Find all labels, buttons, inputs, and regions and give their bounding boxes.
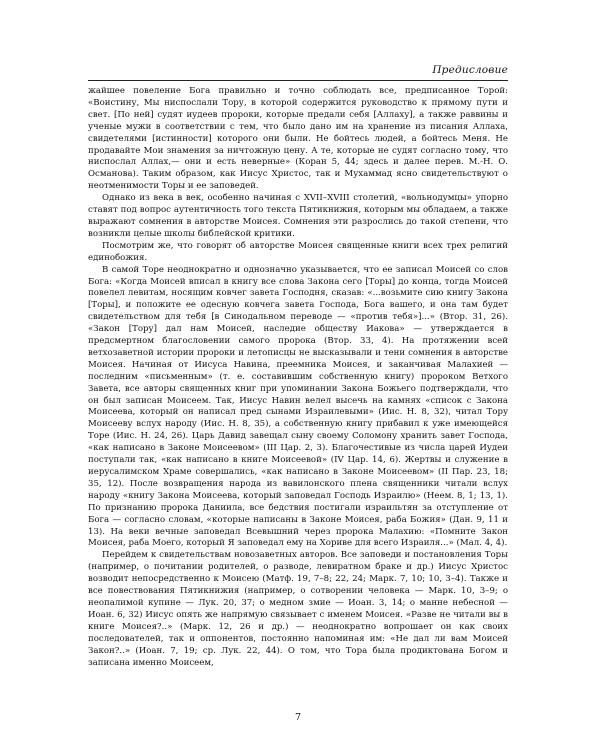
paragraph: В самой Торе неоднократно и однозначно указывается, что ее записал Моисей со слов Бога: «Когда Моисей вписал в книгу все слова Закона сего [Торы] до конца, тогда Моисей повелел левитам, носящим ковчег завета Господня, сказав: «...возьмите сию книгу Закона [Торы], и положите ее одесную ковчега завета Господа, Бога вашего, и она там будет свидетельством для тебя [в Синодальном переводе — «против тебя»]...» (Втор. 31, 26). «Закон [Тору] дал нам Моисей, наследие обществу Иакова» — утверждается в предсмертном благословении самого пророка (Втор. 33, 4). На протяжении всей ветхозаветной истории пророки и летописцы не высказывали и тени сомнения в авторстве Моисея. Начиная от Иисуса Навина, преемника Моисея, и заканчивая Малахией — последним «письменным» (т. е. составившим собственную книгу) пророком Ветхого Завета, все авторы священных книг при упоминании Закона Божьего подтверждали, что он был записан Моисеем. Так, Иисус Навин велел высечь на камнях «список с Закона Моисеева, который он написал пред сынами Израилевыми» (Иис. Н. 8, 32), читал Тору Моисееву вслух народу (Иис. Н. 8, 35), а собственную книгу прибавил к уже имеющейся Торе (Иис. Н. 24, 26). Царь Давид завещал сыну своему Соломону хранить завет Господа, «как написано в Законе Моисеевом» (III Цар. 2, 3). Благочестивые из числа царей Иудеи поступали так, «как написано в книге Моисеевой» (IV Цар. 14, 6). Жертвы и служение в иерусалимском Храме совершались, «как написано в Законе Моисеевом» (II Пар. 23, 18; 35, 12). После возвращения народа из вавилонского плена священники читали вслух народу «книгу Закона Моисеева, который заповедал Господь Израилю» (Неем. 8, 1; 13, 1). По признанию пророка Даниила, все бедствия постигали израильтян за отступление от Бога — согласно словам, «которые написаны в Законе Моисея, раба Божия» (Дан. 9, 11 и 13). На веки вечные заповедал Всевышний через пророка Малахию: «Помните Закон Моисея, раба Моего, который Я заповедал ему на Хориве для всего Израиля...» (Мал. 4, 4). — [88, 264, 508, 549]
header-rule — [88, 80, 508, 81]
body-text — [88, 86, 508, 669]
paragraph: Перейдем к свидетельствам новозаветных авторов. Все заповеди и постановления Торы (например, о почитании родителей, о разводе, левиратном браке и др.) Иисус Христос возводит непосредственно к Моисею (Матф. 19, 7–8; 22, 24; Марк. 7, 10; 10, 3–4). Также и все повествования Пятикнижия (например, о сотворении человека — Марк. 10, 3–9; о неопалимой купине — Лук. 20, 37; о медном змие — Иоан. 3, 14; о манне небесной — Иоан. 6, 32) Иисус опять же напрямую связывает с именем Моисея. «Разве не читали вы в книге Моисея?..» (Марк. 12, 26 и др.) — неоднократно вопрошает он как своих последователей, так и оппонентов, постоянно напоминая им: «Не дал ли вам Моисей Закон?..» (Иоан. 7, 19; ср. Лук. 22, 44). О том, что Тора была продиктована Богом и записана именно Моисеем, — [88, 550, 508, 668]
page-number: 7 — [294, 712, 302, 723]
running-head: Предисловие — [432, 64, 508, 76]
paragraph-continued: жайшее повеление Бога правильно и точно соблюдать все, предписанное Торой: «Воистину, Мы ниспослали Тору, в которой содержится руководство к прямому пути и свет. [По ней] судят иудеев пророки, которые предали себя [Аллаху], а также раввины и ученые мужи в соответствии с тем, что было дано им на хранение из писания Аллаха, свидетелями [истинности] которого они были. Не бойтесь людей, а бойтесь Меня. Не продавайте Мои знамения за ничтожную цену. А те, которые не судят согласно тому, что ниспослал Аллах,— они и есть неверные» (Коран 5, 44; здесь и далее перев. М.-Н. О. Османова). Таким образом, как Иисус Христос, так и Мухаммад ясно свидетельствуют о неотменимости Торы и ее заповедей. — [88, 86, 508, 192]
paragraph: Посмотрим же, что говорят об авторстве Моисея священные книги всех трех религий единобожия. — [88, 240, 508, 263]
paragraph: Однако из века в век, особенно начиная с XVII–XVIII столетий, «вольнодумцы» упорно ставят под вопрос аутентичность того текста Пятикнижия, которым мы обладаем, а также выражают сомнения в авторстве Моисея. Сомнения эти разрослись до такой степени, что возникли целые школы библейской критики. — [88, 193, 508, 239]
